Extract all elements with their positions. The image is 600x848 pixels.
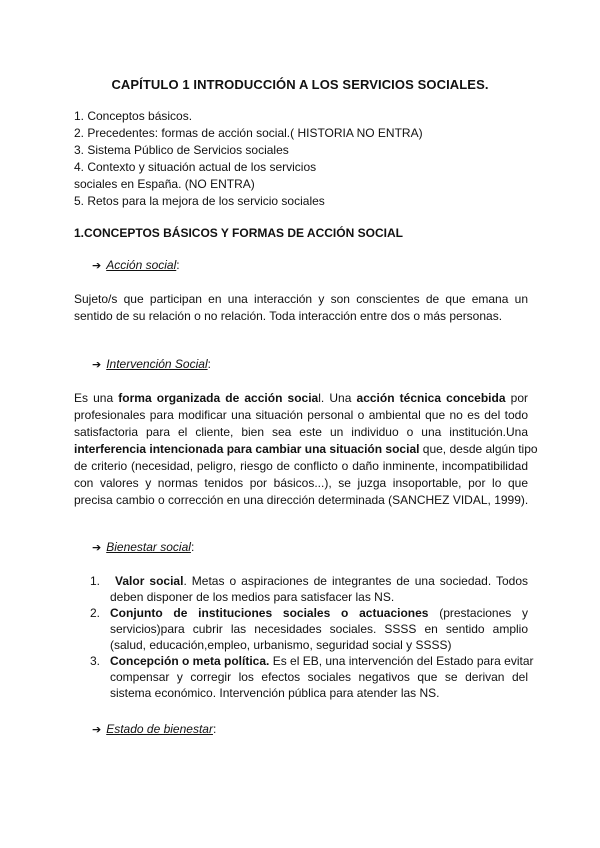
paragraph-line: sentido de su relación o no relación. Toda interacción entre dos o más personas. bbox=[74, 309, 503, 323]
paragraph-line: Sujeto/s que participan en una interacción y son conscientes de que emana un bbox=[74, 292, 528, 306]
bullet-label: Acción social bbox=[106, 258, 177, 272]
bullet-bienestar-social: ➔ Bienestar social: bbox=[92, 540, 195, 554]
paragraph-line: satisfactoria para el cliente, bien sea este un individuo o una institución.Una bbox=[74, 425, 528, 439]
list-item: 2. Conjunto de instituciones sociales o actuaciones (prestaciones y servicios)para cubrir las necesidades sociales. SSSS en sentido amplio (salud, educación,empleo, urbanismo, seguridad social y SSSS) bbox=[90, 606, 529, 652]
bullet-label: Intervención Social bbox=[106, 357, 208, 371]
paragraph-line: Es una forma organizada de acción social. Una acción técnica concebida por bbox=[74, 391, 528, 405]
list-item: 3. Concepción o meta política. Es el EB, una intervención del Estado para evitar compensar y corregir los efectos sociales negativos que se derivan del sistema económico. Intervención pública para atender las NS. bbox=[90, 654, 534, 700]
toc-item: 3. Sistema Público de Servicios sociales bbox=[74, 143, 289, 157]
bullet-label: Estado de bienestar bbox=[106, 722, 213, 736]
arrow-icon: ➔ bbox=[92, 358, 102, 371]
paragraph-accion-social bbox=[74, 291, 528, 325]
paragraph-line: con valores y normas tenidos por básicos...), se juzga insoportable, por lo que bbox=[74, 476, 528, 490]
bullet-intervencion-social: ➔ Intervención Social: bbox=[92, 357, 211, 371]
paragraph-intervencion-social bbox=[74, 390, 538, 509]
bullet-estado-bienestar: ➔ Estado de bienestar: bbox=[92, 722, 217, 736]
toc-item: sociales en España. (NO ENTRA) bbox=[74, 177, 255, 191]
paragraph-line: precisa cambio o corrección en una dirección determinada (SANCHEZ VIDAL, 1999). bbox=[74, 493, 529, 507]
paragraph-line: de criterio (necesidad, peligro, riesgo de conflicto o daño inminente, incompatibilidad bbox=[74, 459, 528, 473]
bienestar-list bbox=[74, 573, 534, 701]
chapter-title: CAPÍTULO 1 INTRODUCCIÓN A LOS SERVICIOS SOCIALES. bbox=[111, 77, 489, 92]
table-of-contents bbox=[74, 108, 423, 210]
bullet-accion-social: ➔ Acción social: bbox=[92, 258, 180, 272]
bullet-label: Bienestar social bbox=[106, 540, 191, 554]
arrow-icon: ➔ bbox=[92, 541, 102, 554]
section-heading: 1.CONCEPTOS BÁSICOS Y FORMAS DE ACCIÓN SOCIAL bbox=[74, 226, 403, 240]
arrow-icon: ➔ bbox=[92, 723, 102, 736]
toc-item: 1. Conceptos básicos. bbox=[74, 109, 193, 123]
list-item: 1. Valor social. Metas o aspiraciones de integrantes de una sociedad. Todos deben disponer de los medios para satisfacer las NS. bbox=[90, 574, 529, 604]
paragraph-line: interferencia intencionada para cambiar una situación social que, desde algún tipo bbox=[74, 442, 538, 456]
paragraph-line: profesionales para modificar una situación personal o ambiental que no es del todo bbox=[74, 408, 528, 422]
toc-item: 5. Retos para la mejora de los servicio sociales bbox=[74, 194, 325, 208]
toc-item: 4. Contexto y situación actual de los servicios bbox=[74, 160, 317, 174]
arrow-icon: ➔ bbox=[92, 259, 102, 272]
toc-item: 2. Precedentes: formas de acción social.( HISTORIA NO ENTRA) bbox=[74, 126, 423, 140]
